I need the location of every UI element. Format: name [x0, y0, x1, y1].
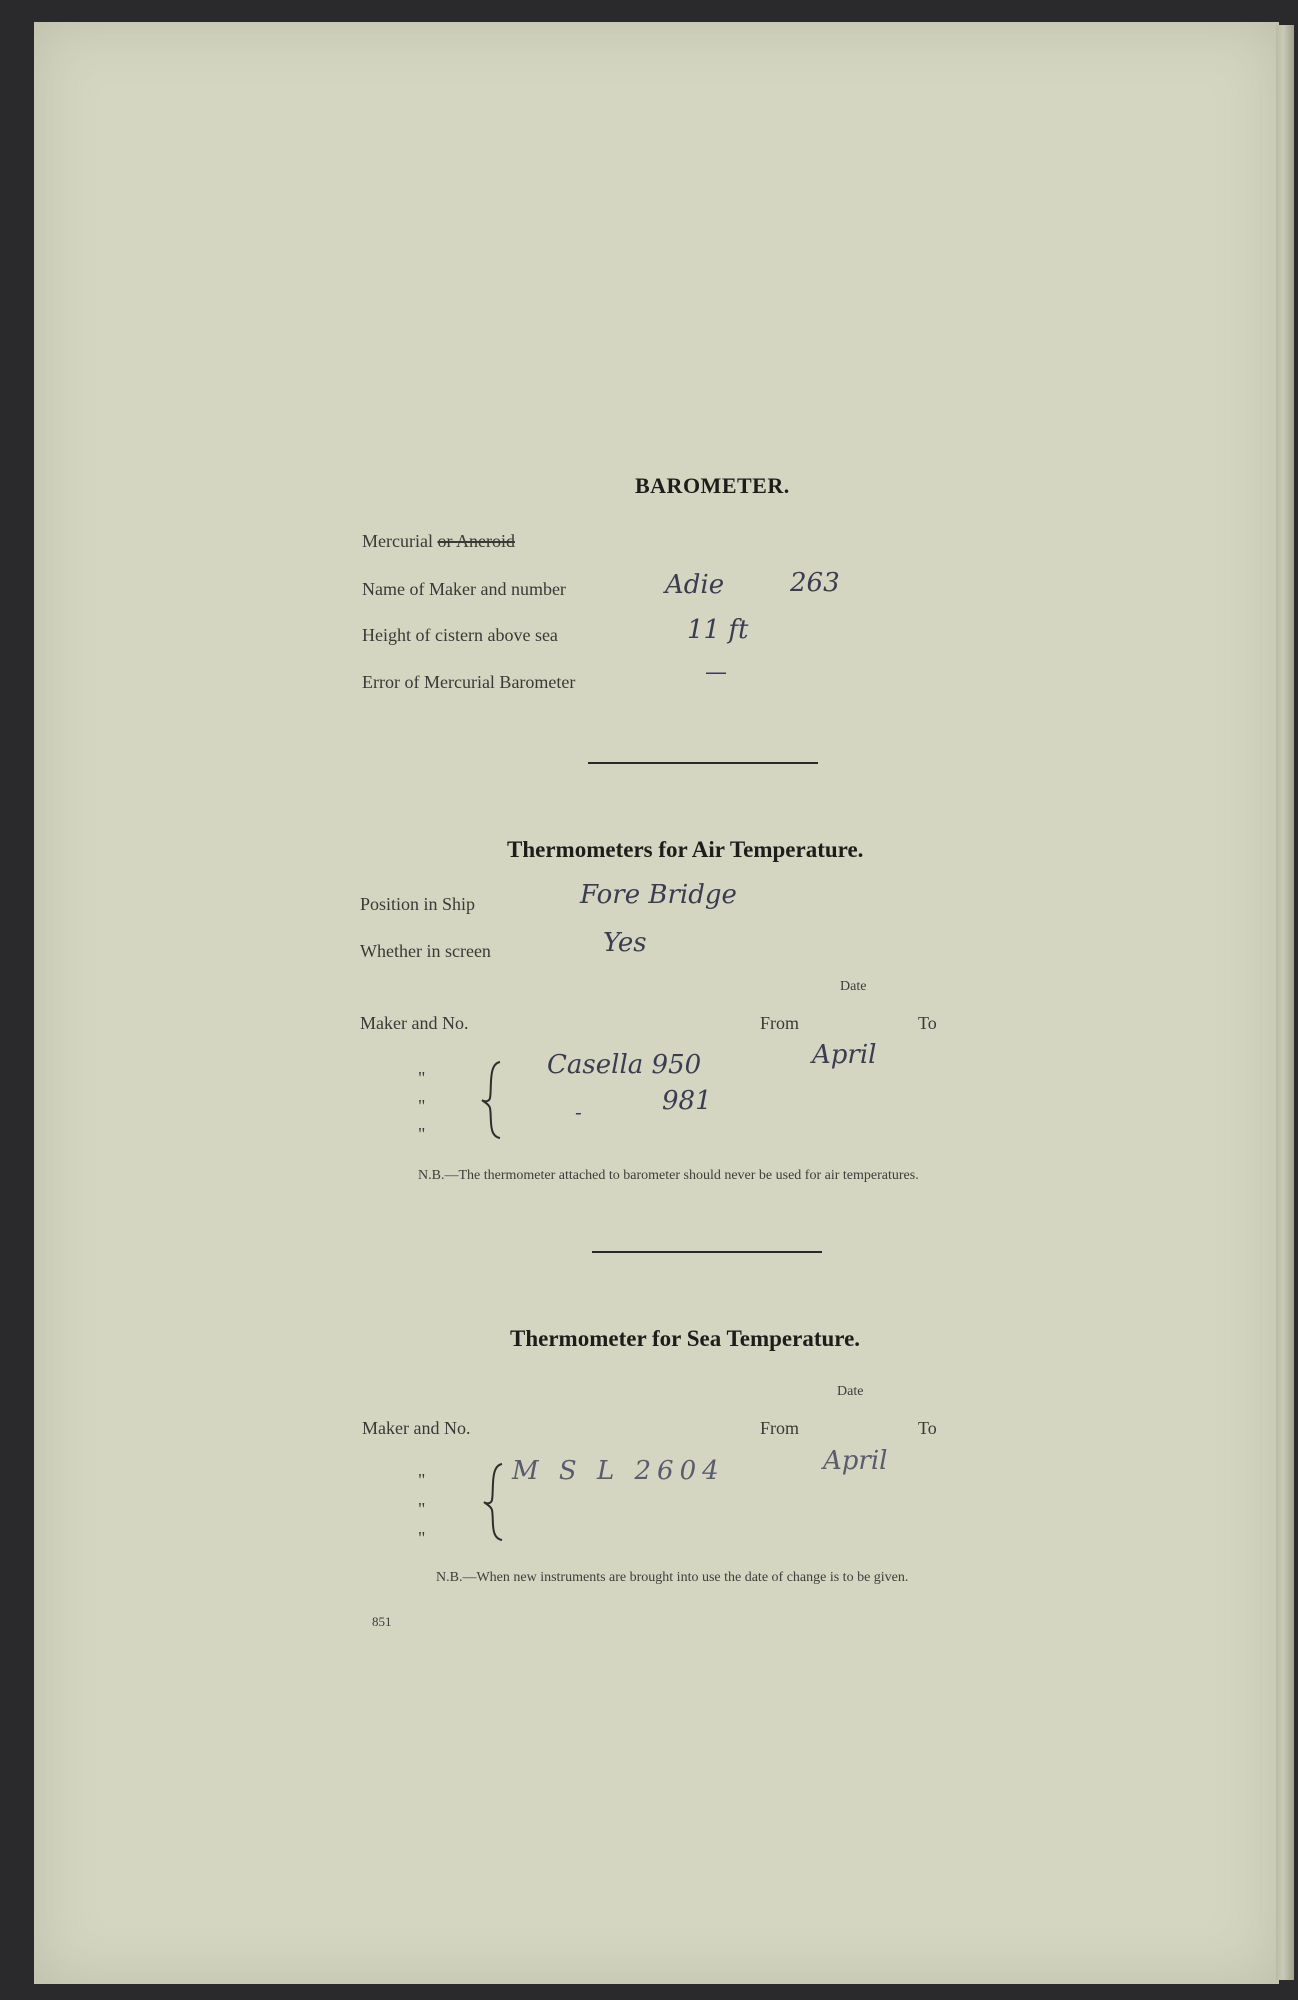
document-page — [34, 22, 1279, 1984]
page-number: 851 — [372, 1614, 392, 1629]
air-ditto-2: " — [418, 1096, 426, 1116]
barometer-maker-value: Adie — [665, 570, 725, 600]
sea-ditto-1: " — [418, 1470, 426, 1490]
barometer-height-label: Height of cistern above sea — [362, 625, 558, 645]
air-entry1-from: April — [812, 1040, 877, 1070]
barometer-maker-number: 263 — [790, 568, 840, 598]
air-position-value: Fore Bridge — [580, 880, 737, 910]
sea-from-label: From — [760, 1418, 800, 1438]
barometer-type-label: Mercurial — [362, 531, 433, 551]
air-thermometers-title: Thermometers for Air Temperature. — [507, 837, 864, 862]
barometer-title: BAROMETER. — [635, 473, 790, 498]
sea-entry1-from: April — [823, 1446, 888, 1476]
sea-entry1-maker: M S L 2604 — [512, 1456, 725, 1486]
barometer-error-label: Error of Mercurial Barometer — [362, 672, 576, 692]
barometer-type-struck: or Aneroid — [437, 531, 515, 551]
section-divider-2 — [592, 1251, 822, 1253]
air-ditto-1: " — [418, 1068, 426, 1088]
sea-ditto-3: " — [418, 1528, 426, 1548]
air-position-label: Position in Ship — [360, 894, 476, 914]
sea-to-label: To — [918, 1418, 937, 1438]
barometer-height-value: 11 ft — [687, 615, 749, 645]
air-date-label: Date — [840, 979, 867, 994]
air-entry2-ditto-mark: - — [575, 1100, 582, 1124]
air-entry1-maker: Casella 950 — [547, 1050, 702, 1080]
page-edge — [1276, 25, 1294, 1980]
barometer-error-value: — — [705, 660, 727, 685]
barometer-type-row — [362, 531, 515, 552]
sea-date-label: Date — [837, 1384, 864, 1399]
air-from-label: From — [760, 1013, 800, 1033]
section-divider-1 — [588, 762, 818, 764]
air-screen-value: Yes — [603, 928, 647, 958]
sea-maker-label: Maker and No. — [362, 1418, 471, 1438]
air-note: N.B.—The thermometer attached to barometer should never be used for air temperatures. — [418, 1168, 919, 1183]
sea-ditto-2: " — [418, 1499, 426, 1519]
sea-note: N.B.—When new instruments are brought into use the date of change is to be given. — [436, 1570, 909, 1585]
sea-entries-brace — [480, 1460, 510, 1544]
air-maker-label: Maker and No. — [360, 1013, 469, 1033]
barometer-maker-label: Name of Maker and number — [362, 579, 566, 599]
sea-thermometer-title: Thermometer for Sea Temperature. — [510, 1326, 861, 1351]
air-entry2-maker: 981 — [662, 1086, 712, 1116]
air-ditto-3: " — [418, 1124, 426, 1144]
air-screen-label: Whether in screen — [360, 941, 491, 961]
air-to-label: To — [918, 1013, 937, 1033]
air-entries-brace — [478, 1058, 508, 1142]
